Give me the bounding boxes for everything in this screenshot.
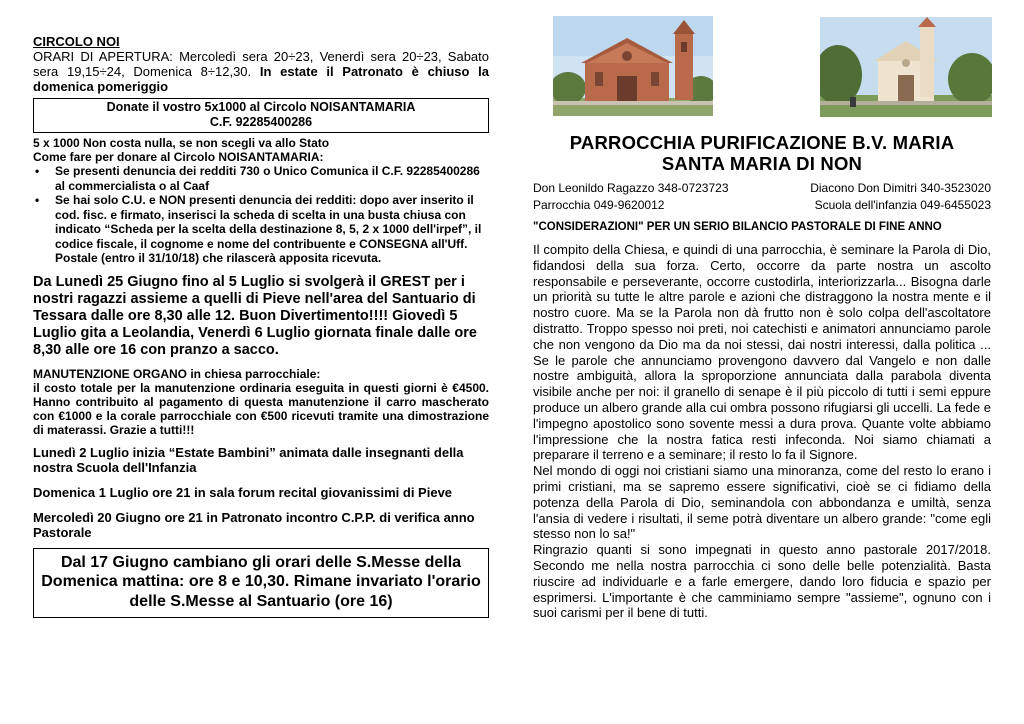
parish-church-photo [553,16,713,116]
cpp-notice: Mercoledì 20 Giugno ore 21 in Patronato incontro C.P.P. di verifica anno Pastorale [33,509,475,540]
estate-bambini-notice: Lunedì 2 Luglio inizia “Estate Bambini” animata dalle insegnanti della nostra Scuola dell'Infanzia [33,444,464,475]
contacts-row-1 [533,180,991,197]
article-paragraph-2: Nel mondo di oggi noi cristiani siamo una minoranza, come del resto lo erano i primi cristiani, ma se sapremo essere significativi, cioè se ci fidiamo della potenza della Parola di Dio, seminandola con abbondanza e umiltà, senza l'ansia di vedere i risultati, il seme potrà diventare un albero grande: "come egli stesso non lo sa!" [533,463,991,542]
don-contact: Don Leonildo Ragazzo 348-0723723 [533,181,729,195]
parish-church-image [553,16,713,116]
organo-text: il costo totale per la manutenzione ordinaria eseguita in questi giorni è €4500. Hanno contribuito al pagamento di questa manutenzione il carro mascherato con €1000 e la corale parrocchiale con €500 ricevuti tramite una dimostrazione di materassi. Grazie a tutti!!! [33,380,489,437]
bullet-text: Se presenti denuncia dei redditi 730 o Unico Comunica il C.F. 92285400286 al commercialista o al Caaf [55,164,480,193]
bullet-icon: • [35,193,40,207]
scuola-phone: Scuola dell'infanzia 049-6455023 [814,198,991,212]
sanctuary-image [820,17,992,117]
article-paragraph-1: Il compito della Chiesa, e quindi di una parrocchia, è seminare la Parola di Dio, fidandosi della sua forza. Certo, occorre da parte nostra un ascolto responsabile e perseverante, occorre custodirla, interiorizzarla... Bisogna darle un priorità su tutte le altre parole e azioni che distraggono la nostra mente e il nostro cuore. Ma se la Parola non dà frutto non è solo colpa dell'ascoltatore distratto. Troppo spesso noi preti, noi catechisti e animatori annunciamo parole che non vengono da Dio ma da noi stessi, dai nostri interessi, dalla politica ... Se le parole che annunciamo provengono davvero dal Vangelo e non dalle nostre ambiguità, allora la sproporzione annunciata dalla parabola diventa visibile anche per noi: il granello di senape è il più piccolo di tutti i semi eppure produce un albero grande alla cui ombra possono rifugiarsi gli uccelli. La fede e l'impegno apostolico sono sovente messi a dura prova. Quante volte abbiamo l'impressione che la nostra fatica resti infeconda. Noi siamo chiamati a preparare il terreno e a seminare; il resto lo fa il Signore. [533,242,991,463]
article-body [533,242,991,621]
article-paragraph-3: Ringrazio quanti si sono impegnati in questo anno pastorale 2017/2018. Secondo me nella nostra parrocchia ci sono delle belle potenzialità. Basta riuscire ad individuarle e a farle emergere, dando loro fiducia e spazio per esprimersi. L'importante è che camminiamo sempre "assieme", ognuno con i suoi carismi per il bene di tutti. [533,542,991,621]
sanctuary-photo [820,17,992,117]
donate-box [33,98,489,133]
left-column [33,34,489,618]
come-donare-line: Come fare per donare al Circolo NOISANTAMARIA: [33,150,324,164]
contacts-row-2 [533,197,991,214]
cinque-per-mille-line: 5 x 1000 Non costa nulla, se non scegli va allo Stato [33,136,330,150]
circolo-title: CIRCOLO NOI [33,34,120,49]
messe-schedule-box: Dal 17 Giugno cambiano gli orari delle S.Messe della Domenica mattina: ore 8 e 10,30. Rimane invariato l'orario delle S.Messe al Santuario (ore 16) [33,548,489,619]
list-item [35,193,489,266]
recital-notice: Domenica 1 Luglio ore 21 in sala forum recital giovanissimi di Pieve [33,484,453,500]
bullet-icon: • [35,164,40,178]
donate-line-1: Donate il vostro 5x1000 al Circolo NOISANTAMARIA [106,100,416,114]
parish-title [533,132,991,174]
parish-title-line-2: SANTA MARIA DI NON [661,153,863,174]
church-photos [533,16,991,118]
orari-estate: In estate il Patronato è chiuso la domenica pomeriggio [33,64,489,94]
orari-apertura [33,49,489,94]
parrocchia-phone: Parrocchia 049-9620012 [533,198,665,212]
organo-title: MANUTENZIONE ORGANO in chiesa parrocchiale: [33,366,321,381]
donate-line-2: C.F. 92285400286 [209,115,313,129]
donate-instructions-list [33,164,489,266]
grest-notice: Da Lunedì 25 Giugno fino al 5 Luglio si svolgerà il GREST per i nostri ragazzi assieme a quelli di Pieve nell'area del Santuario di Tessara dalle ore 8,30 alle 12. Buon Divertimento!!!! Giovedì 5 Luglio gita a Leolandia, Venerdì 6 Luglio giornata finale dalle ore 8,30 alle ore 16 con pranzo a sacco. [33,273,477,358]
parish-title-line-1: PARROCCHIA PURIFICAZIONE B.V. MARIA [569,132,955,153]
diacono-contact: Diacono Don Dimitri 340-3523020 [810,181,991,195]
orari-text: ORARI DI APERTURA: Mercoledì sera 20÷23, Venerdì sera 20÷23, Sabato sera 19,15÷24, Domenica 8÷12,30. [33,49,489,79]
considerazioni-heading: "CONSIDERAZIONI" PER UN SERIO BILANCIO PASTORALE DI FINE ANNO [533,221,942,233]
bullet-text: Se hai solo C.U. e NON presenti denuncia dei redditi: dopo aver inserito il cod. fisc. e firmato, inserisci la scheda di scelta in una busta chiusa con indicato “Scheda per la scelta della destinazione 8, 5, 2 x 1000 dell'irpef”, il codice fiscale, il cognome e nome del contribuente e CONSEGNA all'Uff. Postale (entro il 31/10/18) che rilascerà apposita ricevuta. [55,193,482,265]
right-column [533,16,991,621]
list-item [35,164,489,193]
